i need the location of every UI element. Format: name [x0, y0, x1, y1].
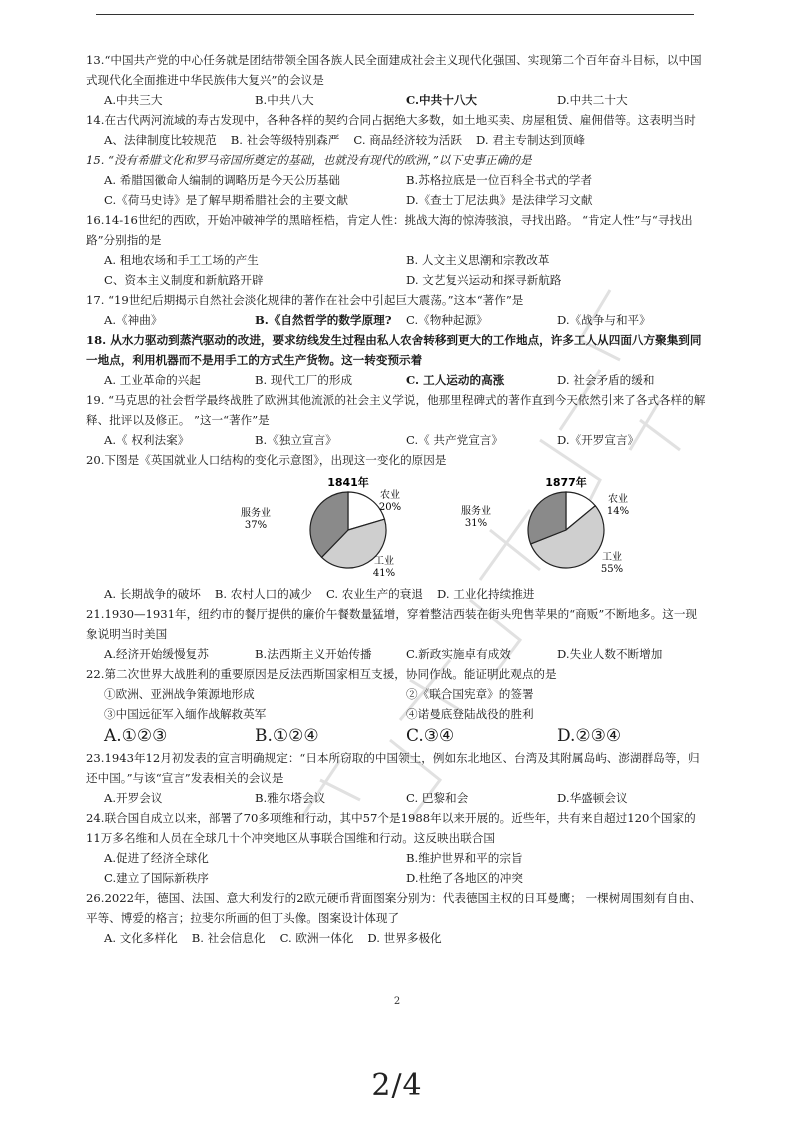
q22-option-c[interactable]: C.③④ [406, 726, 455, 746]
pie-1-label-1: 工业 55% [600, 552, 624, 575]
q21-option-b[interactable]: B.法西斯主义开始传播 [255, 647, 372, 661]
question-content [86, 50, 708, 948]
q17-option-c[interactable]: C.《物种起源》 [406, 313, 488, 327]
q21-option-a[interactable]: A.经济开始缓慢复苏 [104, 647, 209, 661]
question-24-options-row2 [86, 868, 708, 888]
q23-option-b[interactable]: B.雅尔塔会议 [255, 791, 326, 805]
q18-option-c[interactable]: C. 工人运动的高涨 [406, 373, 505, 387]
question-24-stem: 24.联合国自成立以来，部署了70多项维和行动，其中57个是1988年以来开展的。近些年，共有来自超过120个国家的11万多名维和人员在全球几十个冲突地区从事联合国维和行动。这反映出联合国 [86, 811, 696, 845]
q22-option-d[interactable]: D.②③④ [557, 726, 622, 746]
q17-option-a[interactable]: A.《神曲》 [104, 313, 163, 327]
pie-1-label-2: 服务业 31% [461, 506, 491, 529]
pie-1-label-0: 农业 14% [606, 494, 630, 517]
question-15-options [86, 170, 708, 210]
q24-option-b[interactable]: B.维护世界和平的宗旨 [406, 851, 523, 865]
q24-option-c[interactable]: C.建立了国际新秩序 [104, 871, 209, 885]
q17-option-d[interactable]: D.《战争与和平》 [557, 313, 651, 327]
q19-option-d[interactable]: D.《开罗宣言》 [557, 433, 640, 447]
question-26-stem: 26.2022年，德国、法国、意大利发行的2欧元硬币背面图案分别为：代表德国主权的日耳曼鹰； 一棵树周围刻有自由、平等、博爱的格言；拉斐尔所画的但丁头像。图案设计体现了 [86, 891, 702, 925]
q13-option-c[interactable]: C.中共十八大 [406, 93, 478, 107]
question-13-options [86, 90, 708, 110]
q24-option-d[interactable]: D.杜绝了各地区的冲突 [406, 871, 523, 885]
question-18-stem: 18. 从水力驱动到蒸汽驱动的改进，要求纺线发生过程由私人农舍转移到更大的工作地点，许多工人从四面八方聚集到同一地点，利用机器而不是用手工的方式生产货物。这一转变预示着 [86, 333, 702, 367]
q17-option-b[interactable]: B.《自然哲学的数学原理? [255, 313, 392, 327]
q26-option-a[interactable]: A. 文化多样化 [104, 931, 178, 945]
pie-0-label-1: 工业 41% [372, 556, 396, 579]
q14-option-c[interactable]: C. 商品经济较为活跃 [353, 133, 462, 147]
question-15-stem: 15. “没有希腊文化和罗马帝国所奠定的基础，也就没有现代的欧洲，”以下史事正确的是 [86, 153, 532, 167]
question-17-options [86, 310, 708, 330]
question-14-options [86, 130, 708, 150]
q15-option-c[interactable]: C.《荷马史诗》是了解早期希腊社会的主要文献 [104, 193, 349, 207]
pie-0-title: 1841年 [327, 476, 369, 489]
q20-option-d[interactable]: D. 工业化持续推进 [436, 587, 535, 601]
q26-option-d[interactable]: D. 世界多极化 [367, 931, 442, 945]
q18-option-a[interactable]: A. 工业革命的兴起 [104, 373, 201, 387]
question-14-stem: 14.在古代两河流域的寿古发现中，各种各样的契约合同占据绝大多数，如土地买卖、房屋租赁、雇佣借等。这表明当时 [86, 113, 696, 127]
header-rule [96, 14, 694, 15]
q13-option-d[interactable]: D.中共二十大 [557, 93, 628, 107]
q22-item-4: ④诺曼底登陆战役的胜利 [406, 707, 534, 721]
q14-option-a[interactable]: A、法律制度比较规范 [104, 133, 217, 147]
question-22-options [86, 724, 708, 748]
q16-option-d[interactable]: D. 文艺复兴运动和探寻新航路 [406, 273, 562, 287]
q18-option-d[interactable]: D. 社会矛盾的缓和 [557, 373, 655, 387]
question-20-options [86, 584, 708, 604]
q22-item-1: ①欧洲、亚洲战争策源地形成 [104, 687, 255, 701]
pie-0-label-2: 服务业 37% [241, 508, 271, 531]
question-21-stem: 21.1930—1931年，纽约市的餐厅提供的廉价午餐数量猛增，穿着整洁西装在街头兜售苹果的“商贩”不断地多。这一现象说明当时美国 [86, 607, 698, 641]
q22-item-3: ③中国远征军入缅作战解救英军 [104, 707, 267, 721]
pie-1-title: 1877年 [545, 476, 587, 489]
q16-option-a[interactable]: A. 租地农场和手工工场的产生 [104, 253, 259, 267]
page-count: 2/4 [371, 1068, 423, 1103]
question-23-options [86, 788, 708, 808]
q20-option-a[interactable]: A. 长期战争的破坏 [104, 587, 201, 601]
question-21-options [86, 644, 708, 664]
question-18-options [86, 370, 708, 390]
q20-option-c[interactable]: C. 农业生产的衰退 [325, 587, 423, 601]
q22-option-b[interactable]: B.①②④ [255, 726, 319, 746]
question-22-items [86, 684, 708, 724]
q14-option-b[interactable]: B. 社会等级特别森严 [230, 133, 340, 147]
q13-option-b[interactable]: B.中共八大 [255, 93, 314, 107]
question-24-options-row1 [86, 848, 708, 868]
pie-0-label-0: 农业 20% [378, 490, 402, 513]
employment-pie-charts [86, 472, 708, 582]
q22-item-2: ②《联合国宪章》的签署 [406, 687, 534, 701]
q23-option-d[interactable]: D.华盛顿会议 [557, 791, 628, 805]
question-26-options [86, 928, 708, 948]
q19-option-a[interactable]: A.《 权利法案》 [104, 433, 190, 447]
q19-option-b[interactable]: B.《独立宣言》 [255, 433, 337, 447]
q13-option-a[interactable]: A.中共三大 [104, 93, 163, 107]
q21-option-d[interactable]: D.失业人数不断增加 [557, 647, 663, 661]
question-16-options [86, 250, 708, 290]
q23-option-c[interactable]: C. 巴黎和会 [406, 791, 469, 805]
question-17-stem: 17. “19世纪后期揭示自然社会淡化规律的著作在社会中引起巨大震荡。”这本“著作”是 [86, 293, 524, 307]
q18-option-b[interactable]: B. 现代工厂的形成 [255, 373, 353, 387]
q21-option-c[interactable]: C.新政实施卓有成效 [406, 647, 511, 661]
q24-option-a[interactable]: A.促进了经济全球化 [104, 851, 209, 865]
q15-option-b[interactable]: B.苏格拉底是一位百科全书式的学者 [406, 173, 593, 187]
q16-option-c[interactable]: C、资本主义制度和新航路开辟 [104, 273, 264, 287]
question-13-stem: 13.“中国共产党的中心任务就是团结带领全国各族人民全面建成社会主义现代化强国、实现第二个百年奋斗目标，以中国式现代化全面推进中华民族伟大复兴”的会议是 [86, 53, 702, 87]
q26-option-b[interactable]: B. 社会信息化 [191, 931, 266, 945]
pie-chart-canvas [86, 472, 708, 582]
question-16-stem: 16.14-16世纪的西欧，开始冲破神学的黑暗桎梏，肯定人性：挑战大海的惊涛骇浪，寻找出路。 “肯定人性”与“寻找出路”分别指的是 [86, 213, 693, 247]
q15-option-a[interactable]: A. 希腊国徽命人编制的调略历是今天公历基础 [104, 173, 341, 187]
q23-option-a[interactable]: A.开罗会议 [104, 791, 163, 805]
q16-option-b[interactable]: B. 人文主义思潮和宗教改革 [406, 253, 550, 267]
question-20-stem: 20.下图是《英国就业人口结构的变化示意图》，出现这一变化的原因是 [86, 453, 447, 467]
q26-option-c[interactable]: C. 欧洲一体化 [279, 931, 354, 945]
q15-option-d[interactable]: D.《查士丁尼法典》是法律学习文献 [406, 193, 593, 207]
question-19-stem: 19. “马克思的社会哲学最终战胜了欧洲其他流派的社会主义学说，他那里程碑式的著作直到今天依然引来了各式各样的解释、批评以及修正。 ”这一“著作”是 [86, 393, 706, 427]
q19-option-c[interactable]: C.《 共产党宣言》 [406, 433, 503, 447]
question-19-options [86, 430, 708, 450]
question-23-stem: 23.1943年12月初发表的宣言明确规定：“日本所窃取的中国领土，例如东北地区、台湾及其附属岛屿、澎湖群岛等，归还中国。”与该“宣言”发表相关的会议是 [86, 751, 700, 785]
question-22-stem: 22.第二次世界大战胜利的重要原因是反法西斯国家相互支援，协同作战。能证明此观点的是 [86, 667, 557, 681]
q20-option-b[interactable]: B. 农村人口的减少 [214, 587, 312, 601]
page-number: 2 [393, 996, 401, 1007]
q22-option-a[interactable]: A.①②③ [104, 726, 168, 746]
q14-option-d[interactable]: D. 君主专制达到顶峰 [475, 133, 585, 147]
